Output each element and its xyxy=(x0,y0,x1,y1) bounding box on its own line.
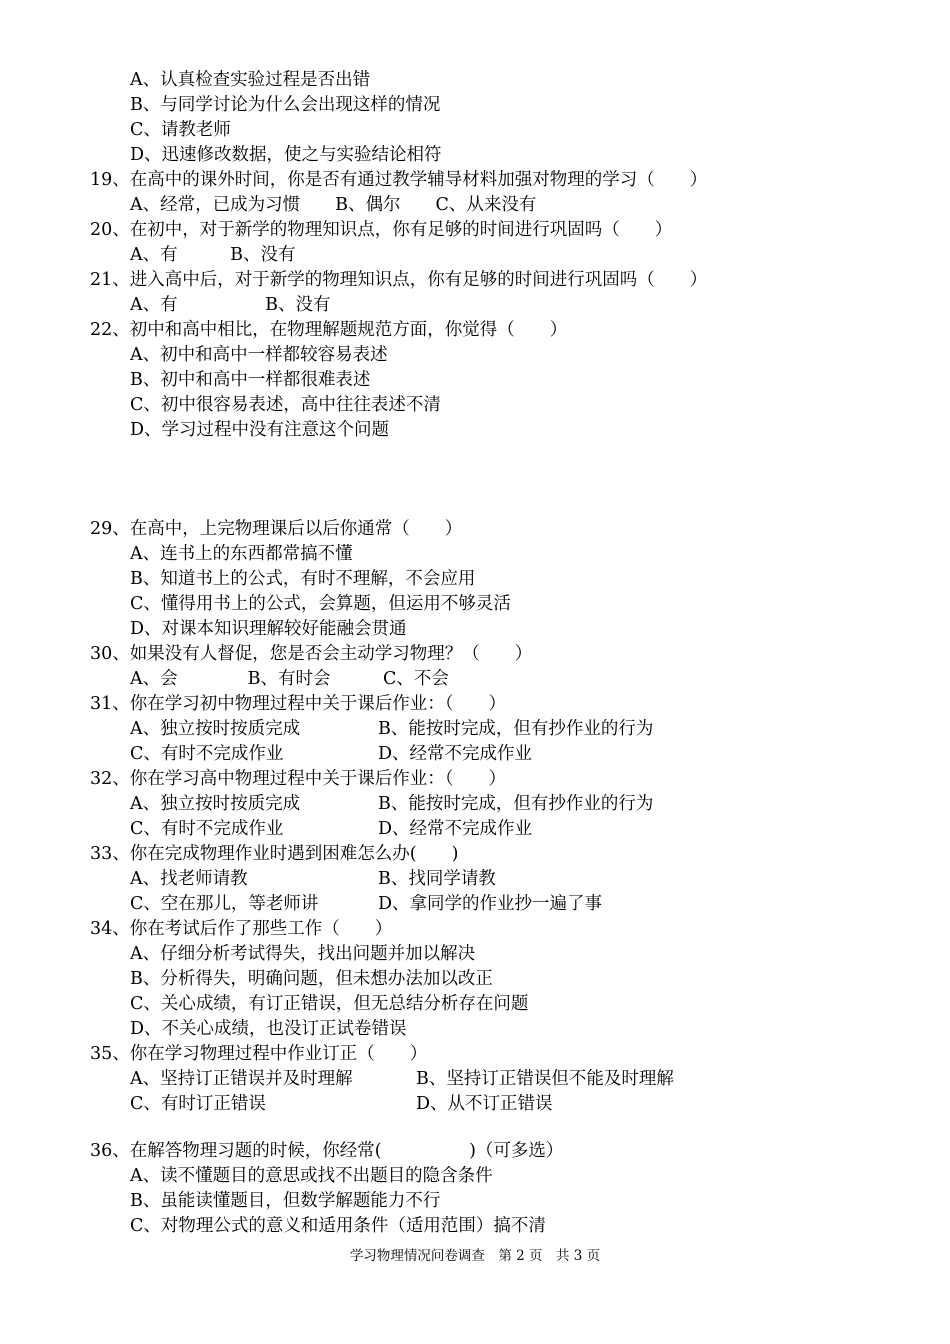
option-b: D、拿同学的作业抄一遍了事 xyxy=(378,894,603,914)
option-line xyxy=(130,343,388,368)
option-line xyxy=(130,817,533,842)
option-a: C、初中很容易表述，高中往往表述不清 xyxy=(130,395,441,415)
option-line xyxy=(130,1189,440,1214)
option-line xyxy=(130,717,654,742)
option-a: B、知道书上的公式，有时不理解，不会应用 xyxy=(130,569,476,589)
question-stem: 34、你在考试后作了那些工作（ ） xyxy=(90,919,393,939)
option-line xyxy=(130,617,407,642)
option-b: D、从不订正错误 xyxy=(416,1094,553,1114)
question-text xyxy=(90,917,392,942)
option-line xyxy=(130,143,442,168)
option-line xyxy=(130,118,231,143)
option-a: B、与同学讨论为什么会出现这样的情况 xyxy=(130,95,441,115)
option-line xyxy=(130,1092,553,1117)
option-a: D、学习过程中没有注意这个问题 xyxy=(130,420,390,440)
question-stem: 21、进入高中后，对于新学的物理知识点，你有足够的时间进行巩固吗（ ） xyxy=(90,270,708,290)
option-a: C、空在那儿，等老师讲 xyxy=(130,894,319,914)
option-a: A、连书上的东西都常搞不懂 xyxy=(130,544,353,564)
option-line xyxy=(130,742,533,767)
option-line xyxy=(130,1017,407,1042)
option-b: B、找同学请教 xyxy=(378,869,496,889)
option-line xyxy=(130,1164,493,1189)
question-text xyxy=(90,1139,563,1164)
option-a: C、有时订正错误 xyxy=(130,1094,266,1114)
question-stem: 30、如果没有人督促，您是否会主动学习物理？（ ） xyxy=(90,644,533,664)
question-text xyxy=(90,218,672,243)
option-a: A、认真检查实验过程是否出错 xyxy=(130,70,371,90)
option-line xyxy=(130,567,475,592)
option-a: A、读不懂题目的意思或找不出题目的隐含条件 xyxy=(130,1166,493,1186)
option-a: A、经常，已成为习惯 B、偶尔 C、从来没有 xyxy=(130,195,537,215)
question-text xyxy=(90,642,532,667)
option-line xyxy=(130,1067,674,1092)
option-line xyxy=(130,967,493,992)
question-text xyxy=(90,168,707,193)
option-line xyxy=(130,667,449,692)
option-a: C、关心成绩，有订正错误，但无总结分析存在问题 xyxy=(130,994,529,1014)
question-text xyxy=(90,268,707,293)
option-line xyxy=(130,243,296,268)
question-stem: 19、在高中的课外时间，你是否有通过教学辅导材料加强对物理的学习（ ） xyxy=(90,170,708,190)
option-line xyxy=(130,368,370,393)
option-a: B、虽能读懂题目，但数学解题能力不行 xyxy=(130,1191,441,1211)
option-line xyxy=(130,542,353,567)
option-a: C、请教老师 xyxy=(130,120,231,140)
option-line xyxy=(130,592,511,617)
option-b: B、能按时完成，但有抄作业的行为 xyxy=(378,719,654,739)
option-a: D、不关心成绩，也没订正试卷错误 xyxy=(130,1019,407,1039)
option-line xyxy=(130,867,496,892)
option-line xyxy=(130,93,440,118)
option-line xyxy=(130,68,370,93)
option-a: A、仔细分析考试得失，找出问题并加以解决 xyxy=(130,944,476,964)
option-a: C、懂得用书上的公式，会算题，但运用不够灵活 xyxy=(130,594,511,614)
question-stem: 33、你在完成物理作业时遇到困难怎么办( ) xyxy=(90,844,459,864)
question-text xyxy=(90,842,458,867)
question-stem: 20、在初中，对于新学的物理知识点，你有足够的时间进行巩固吗（ ） xyxy=(90,220,673,240)
option-a: A、独立按时按质完成 xyxy=(130,719,301,739)
option-b: D、经常不完成作业 xyxy=(378,744,533,764)
question-text xyxy=(90,517,462,542)
question-stem: 22、初中和高中相比，在物理解题规范方面，你觉得（ ） xyxy=(90,320,568,340)
option-a: B、初中和高中一样都很难表述 xyxy=(130,370,371,390)
option-line xyxy=(130,418,389,443)
option-a: D、迅速修改数据，使之与实验结论相符 xyxy=(130,145,442,165)
option-line xyxy=(130,942,475,967)
option-line xyxy=(130,792,654,817)
option-a: A、有 B、没有 xyxy=(130,295,331,315)
option-line xyxy=(130,293,331,318)
question-stem: 31、你在学习初中物理过程中关于课后作业：（ ） xyxy=(90,694,507,714)
option-b: B、坚持订正错误但不能及时理解 xyxy=(416,1069,674,1089)
question-stem: 29、在高中，上完物理课后以后你通常（ ） xyxy=(90,519,463,539)
option-a: A、坚持订正错误并及时理解 xyxy=(130,1069,353,1089)
option-a: C、有时不完成作业 xyxy=(130,819,284,839)
option-a: A、会 B、有时会 C、不会 xyxy=(130,669,449,689)
option-a: A、独立按时按质完成 xyxy=(130,794,301,814)
option-line xyxy=(130,992,528,1017)
option-a: C、对物理公式的意义和适用条件（适用范围）搞不清 xyxy=(130,1216,546,1236)
page-footer: 学习物理情况问卷调查 第 2 页 共 3 页 xyxy=(349,1248,601,1264)
option-line xyxy=(130,393,441,418)
question-stem: 32、你在学习高中物理过程中关于课后作业：（ ） xyxy=(90,769,507,789)
option-b: D、经常不完成作业 xyxy=(378,819,533,839)
option-a: C、有时不完成作业 xyxy=(130,744,284,764)
option-a: A、有 B、没有 xyxy=(130,245,296,265)
question-text xyxy=(90,1042,427,1067)
option-line xyxy=(130,193,536,218)
question-stem: 35、你在学习物理过程中作业订正（ ） xyxy=(90,1044,428,1064)
option-line xyxy=(130,892,603,917)
question-stem: 36、在解答物理习题的时候，你经常( )（可多选） xyxy=(90,1141,564,1161)
question-text xyxy=(90,767,506,792)
option-a: B、分析得失，明确问题，但未想办法加以改正 xyxy=(130,969,493,989)
option-b: B、能按时完成，但有抄作业的行为 xyxy=(378,794,654,814)
option-a: A、找老师请教 xyxy=(130,869,248,889)
option-a: D、对课本知识理解较好能融会贯通 xyxy=(130,619,407,639)
question-text xyxy=(90,692,506,717)
option-line xyxy=(130,1214,546,1239)
question-text xyxy=(90,318,567,343)
option-a: A、初中和高中一样都较容易表述 xyxy=(130,345,388,365)
